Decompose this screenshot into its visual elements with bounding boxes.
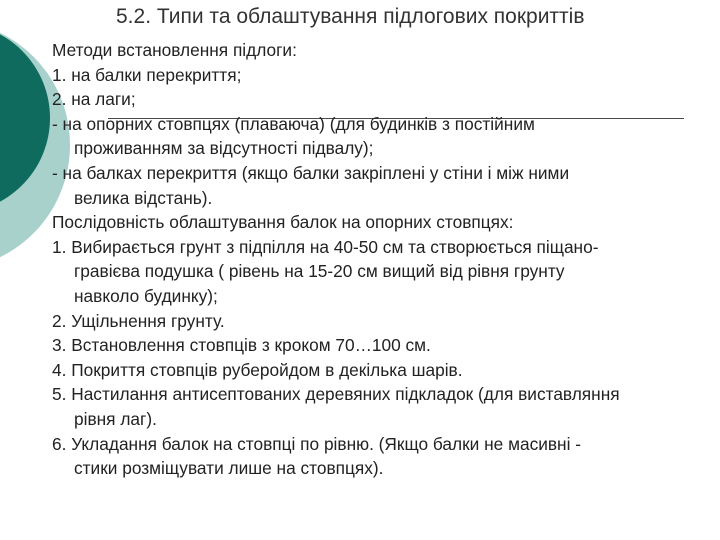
method-item: 2. на лаги; [52,89,136,110]
step-item: 2. Ущільнення грунту. [52,310,225,331]
method-item: 1. на балки перекриття; [52,64,242,85]
slide-title: 5.2. Типи та облаштування підлогових покриттів [116,5,585,28]
method-subitem: - на опорних стовпцях (плаваюча) (для будинків з постійним проживанням за відсутності підвалу); [52,113,535,159]
step-item: 1. Вибирається грунт з підпілля на 40-50 см та створюється піщано- гравієва подушка ( рівень на 15-20 см вищий від рівня грунту навколо будинку); [52,236,599,306]
slide-body [52,38,718,481]
step-item: 5. Настилання антисептованих деревяних підкладок (для виставляння рівня лаг). [52,384,620,429]
methods-heading: Методи встановлення підлоги: [52,40,297,60]
step-item: 6. Укладання балок на стовпці по рівню. (Якщо балки не масивні - стики розміщувати лише на стовпцях). [52,433,581,479]
step-item: 4. Покриття стовпців руберойдом в декілька шарів. [52,359,463,380]
method-subitem: - на балках перекриття (якщо балки закріплені у стіни і між ними велика відстань). [52,162,570,208]
step-item: 3. Встановлення стовпців з кроком 70…100 см. [52,335,431,356]
sequence-heading: Послідовність облаштування балок на опорних стовпцях: [52,212,514,233]
